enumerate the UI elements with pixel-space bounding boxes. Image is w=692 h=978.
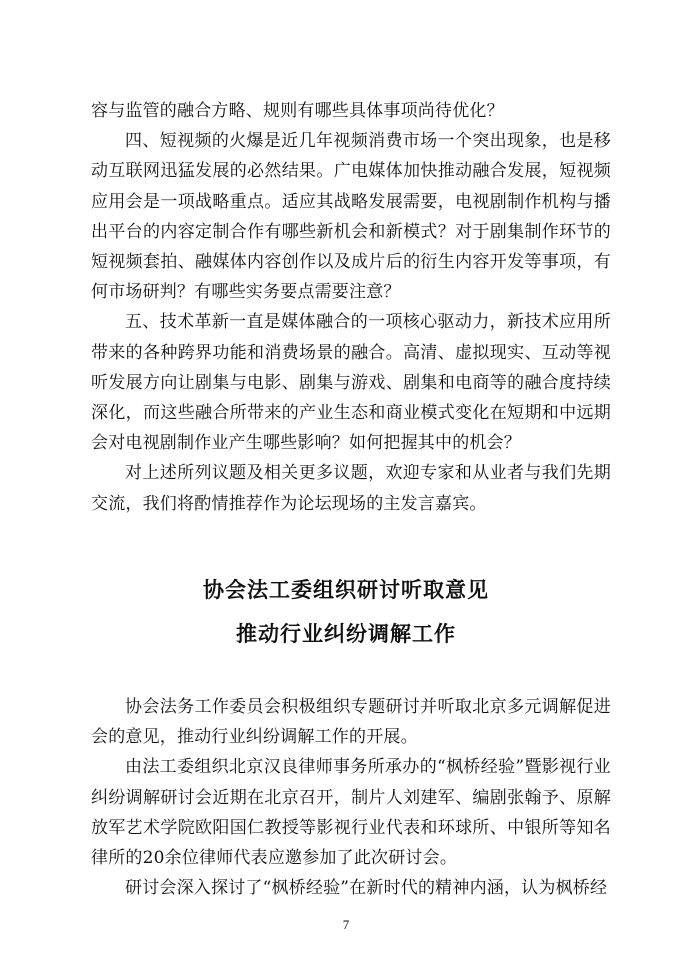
article-title-line-2: 推动行业纠纷调解工作 (236, 622, 456, 646)
invitation-paragraph: 对上述所列议题及相关更多议题，欢迎专家和从业者与我们先期交流，我们将酌情推荐作为论坛现场的主发言嘉宾。 (91, 463, 611, 514)
page-number: 7 (342, 917, 350, 932)
topic-paragraph-4: 四、短视频的火爆是近几年视频消费市场一个突出现象，也是移动互联网迅猛发展的必然结果。广电媒体加快推动融合发展，短视频应用会是一项战略重点。适应其战略发展需要，电视剧制作机构与播出平台的内容定制合作有哪些新机会和新模式？对于剧集制作环节的短视频套拍、融媒体内容创作以及成片后的衍生内容开发等事项，有何市场研判？有哪些实务要点需要注意？ (91, 131, 611, 303)
topic-paragraph-5: 五、技术革新一直是媒体融合的一项核心驱动力，新技术应用所带来的各种跨界功能和消费场景的融合。高清、虚拟现实、互动等视听发展方向让剧集与电影、剧集与游戏、剧集和电商等的融合度持续深化，而这些融合所带来的产业生态和商业模式变化在短期和中远期会对电视剧制作业产生哪些影响？如何把握其中的机会？ (91, 312, 611, 454)
article-paragraph-2: 由法工委组织北京汉良律师事务所承办的“枫桥经验”暨影视行业纠纷调解研讨会近期在北京召开，制片人刘建军、编剧张翰予、原解放军艺术学院欧阳国仁教授等影视行业代表和环球所、中银所等知名律所的20余位律师代表应邀参加了此次研讨会。 (91, 757, 611, 869)
article-title-line-1: 协会法工委组织研讨听取意见 (203, 578, 489, 602)
article-paragraph-3: 研讨会深入探讨了“枫桥经验”在新时代的精神内涵，认为枫桥经 (125, 878, 608, 899)
forum-topics-section (91, 96, 611, 519)
article-paragraph-1: 协会法务工作委员会积极组织专题研讨并听取北京多元调解促进会的意见，推动行业纠纷调解工作的开展。 (91, 697, 611, 748)
article-body (91, 692, 611, 903)
continuation-paragraph: 容与监管的融合方略、规则有哪些具体事项尚待优化？ (91, 101, 504, 121)
